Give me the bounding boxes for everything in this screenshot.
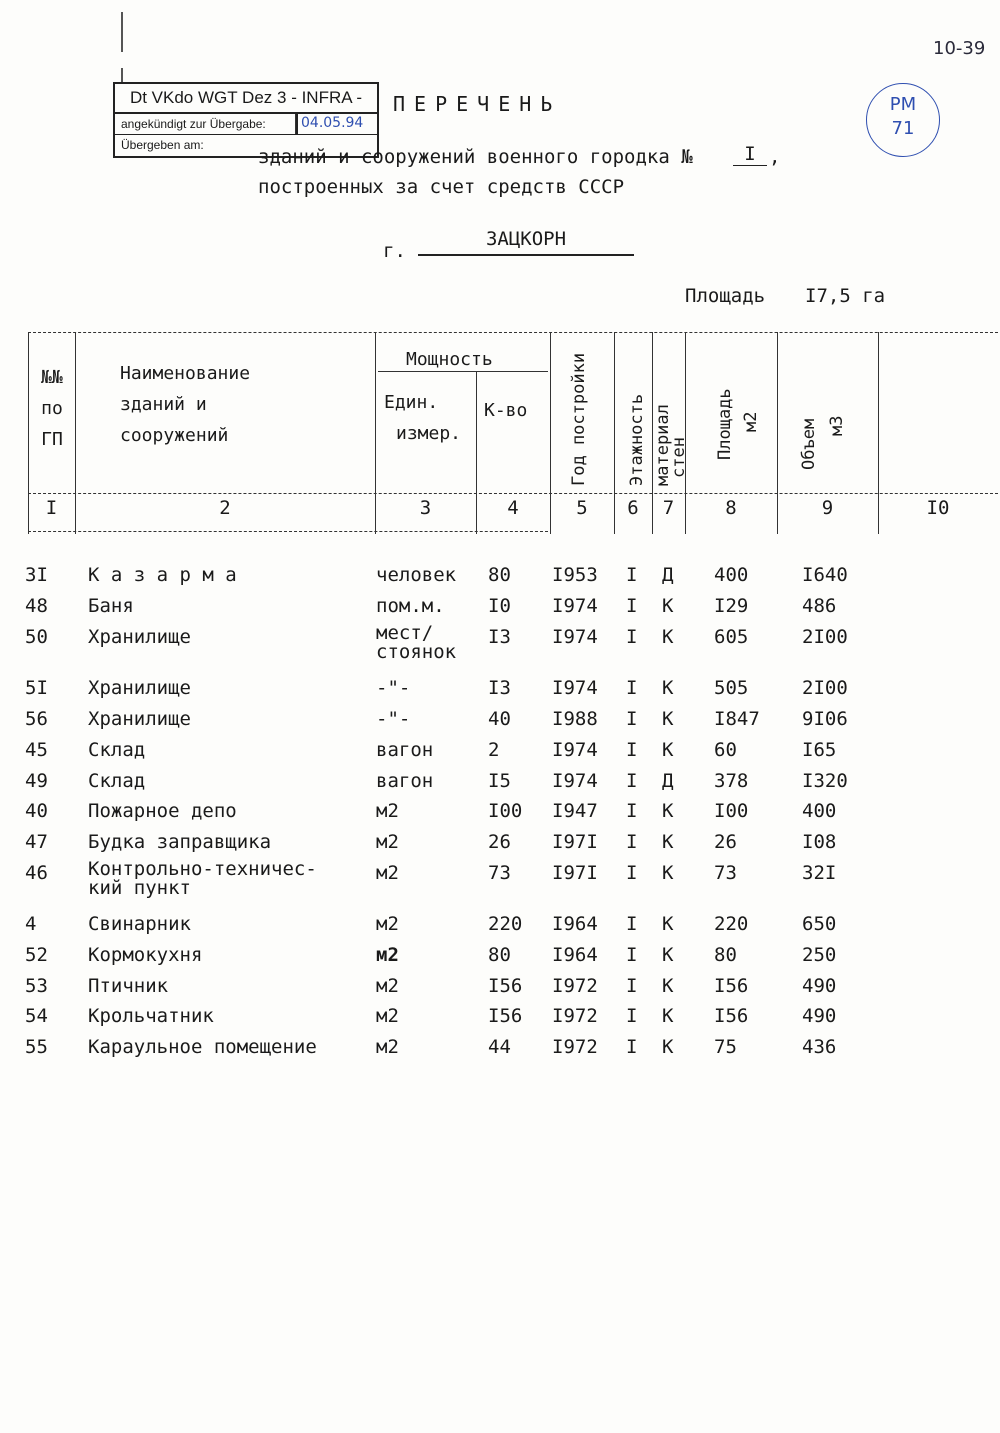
cell-qty: I00 [488, 800, 523, 822]
column-number: 8 [725, 497, 737, 519]
cell-name: Пожарное депо [88, 800, 237, 822]
cell-qty: I3 [488, 626, 511, 648]
header-no-line: по [41, 398, 63, 419]
cell-unit: м2 [376, 1036, 399, 1058]
column-number: 5 [576, 497, 588, 519]
cell-volume: 486 [802, 595, 837, 617]
cell-area: 400 [714, 564, 749, 586]
cell-material: К [662, 708, 674, 730]
cell-qty: 73 [488, 862, 511, 884]
cell-unit: м2 [376, 975, 399, 997]
cell-area: 220 [714, 913, 749, 935]
header-floors: Этажность [627, 393, 647, 486]
cell-qty: I56 [488, 975, 523, 997]
cell-material: К [662, 975, 674, 997]
cell-year: I972 [552, 1005, 598, 1027]
cell-area: 378 [714, 770, 749, 792]
cell-area: I00 [714, 800, 749, 822]
header-volume-line: м3 [827, 415, 847, 436]
city-name: ЗАЦКОРН [418, 228, 634, 256]
cell-unit: мест/ стоянок [376, 622, 457, 663]
cell-unit: м2 [376, 800, 399, 822]
cell-name: Склад [88, 770, 146, 792]
cell-area: I29 [714, 595, 749, 617]
cell-unit: вагон [376, 739, 434, 761]
column-number: 7 [662, 497, 675, 519]
cell-name: Хранилище [88, 708, 191, 730]
cell-year: I953 [552, 564, 598, 586]
cell-material: К [662, 626, 674, 648]
cell-qty: 2 [488, 739, 500, 761]
circled-note-line: 71 [891, 118, 915, 139]
cell-material: К [662, 1005, 674, 1027]
cell-no: 45 [25, 739, 48, 761]
cell-name: Баня [88, 595, 134, 617]
stamp-handed-label: Übergeben am: [121, 138, 204, 152]
column-number: 6 [627, 497, 639, 519]
document-title: ПЕРЕЧЕНЬ [393, 92, 562, 116]
cell-area: 605 [714, 626, 749, 648]
cell-no: 55 [25, 1036, 48, 1058]
cell-name: Будка заправщика [88, 831, 272, 853]
cell-year: I974 [552, 677, 598, 699]
header-area-line: м2 [741, 411, 761, 432]
column-number: I0 [926, 497, 950, 519]
cell-unit: человек [376, 564, 457, 586]
cell-qty: 40 [488, 708, 511, 730]
cell-year: I97I [552, 831, 598, 853]
header-material-line: материал [653, 404, 673, 486]
column-number: I [45, 497, 58, 519]
cell-name: Свинарник [88, 913, 191, 935]
cell-volume: 400 [802, 800, 837, 822]
cell-no: 46 [25, 862, 48, 884]
cell-year: I947 [552, 800, 598, 822]
document-subtitle-line2: построенных за счет средств СССР [258, 176, 625, 198]
cell-qty: 80 [488, 944, 511, 966]
cell-volume: I08 [802, 831, 837, 853]
cell-no: 3I [25, 564, 48, 586]
header-material-line: стен [669, 437, 689, 478]
cell-area: 75 [714, 1036, 737, 1058]
cell-area: I847 [714, 708, 760, 730]
header-qty: К-во [484, 400, 528, 421]
cell-unit: м2 [376, 862, 399, 884]
cell-unit: м2 [376, 831, 399, 853]
header-no-line: №№ [41, 367, 63, 388]
cell-no: 54 [25, 1005, 48, 1027]
header-volume-line: Объем [799, 418, 819, 470]
cell-unit: м2 [376, 913, 399, 935]
cell-floors: I [626, 1036, 638, 1058]
header-year: Год постройки [569, 352, 589, 486]
header-capacity: Мощность [406, 349, 493, 370]
cell-year: I974 [552, 739, 598, 761]
cell-floors: I [626, 595, 638, 617]
subtitle-comma: , [769, 146, 781, 168]
cell-area: 505 [714, 677, 749, 699]
cell-floors: I [626, 564, 638, 586]
city-prefix: г. [383, 240, 406, 262]
cell-volume: 250 [802, 944, 837, 966]
cell-floors: I [626, 708, 638, 730]
header-unit-line: измер. [396, 423, 462, 444]
cell-material: Д [662, 564, 674, 586]
cell-material: К [662, 862, 674, 884]
cell-volume: I65 [802, 739, 837, 761]
cell-no: 52 [25, 944, 48, 966]
area-label: Площадь [685, 285, 766, 307]
cell-year: I974 [552, 595, 598, 617]
cell-year: I97I [552, 862, 598, 884]
cell-year: I974 [552, 770, 598, 792]
cell-area: 26 [714, 831, 737, 853]
cell-material: К [662, 944, 674, 966]
cell-area: 80 [714, 944, 737, 966]
cell-volume: 490 [802, 975, 837, 997]
cell-name: К а з а р м а [88, 564, 237, 586]
cell-name: Птичник [88, 975, 169, 997]
cell-volume: 650 [802, 913, 837, 935]
stamp-announced-label: angekündigt zur Übergabe: [121, 117, 266, 131]
cell-volume: 9I06 [802, 708, 848, 730]
cell-area: 60 [714, 739, 737, 761]
cell-floors: I [626, 913, 638, 935]
cell-floors: I [626, 677, 638, 699]
cell-qty: 26 [488, 831, 511, 853]
cell-area: 73 [714, 862, 737, 884]
cell-year: I974 [552, 626, 598, 648]
cell-unit: м2 [376, 944, 399, 966]
header-name-line: сооружений [120, 425, 229, 446]
cell-unit: вагон [376, 770, 434, 792]
cell-qty: 220 [488, 913, 523, 935]
cell-name: Караульное помещение [88, 1036, 317, 1058]
cell-name: Хранилище [88, 626, 191, 648]
cell-unit: м2 [376, 1005, 399, 1027]
cell-year: I964 [552, 913, 598, 935]
cell-no: 56 [25, 708, 48, 730]
header-unit-line: Един. [384, 392, 439, 413]
cell-area: I56 [714, 1005, 749, 1027]
page-number-note: 10-39 [933, 38, 986, 59]
cell-no: 5I [25, 677, 48, 699]
cell-qty: I0 [488, 595, 511, 617]
cell-area: I56 [714, 975, 749, 997]
header-name-line: зданий и [120, 394, 207, 415]
cell-material: К [662, 677, 674, 699]
column-number: 9 [821, 497, 834, 519]
header-name-line: Наименование [120, 363, 251, 384]
cell-name: Крольчатник [88, 1005, 214, 1027]
cell-floors: I [626, 975, 638, 997]
cell-year: I972 [552, 1036, 598, 1058]
cell-qty: I56 [488, 1005, 523, 1027]
cell-material: К [662, 831, 674, 853]
stamp-office: Dt VKdo WGT Dez 3 - INFRA - [115, 84, 377, 114]
cell-volume: 490 [802, 1005, 837, 1027]
cell-floors: I [626, 831, 638, 853]
cell-material: К [662, 739, 674, 761]
cell-name: Кормокухня [88, 944, 203, 966]
cell-year: I988 [552, 708, 598, 730]
stamp-announced-date: 04.05.94 [301, 115, 364, 131]
cell-qty: 44 [488, 1036, 511, 1058]
cell-floors: I [626, 800, 638, 822]
cell-floors: I [626, 1005, 638, 1027]
cell-volume: 32I [802, 862, 837, 884]
column-number: 4 [507, 497, 519, 519]
area-value: I7,5 га [805, 285, 886, 307]
cell-name: Склад [88, 739, 146, 761]
cell-name: Хранилище [88, 677, 191, 699]
circled-note-line: PM [889, 94, 917, 115]
cell-volume: 2I00 [802, 626, 848, 648]
cell-volume: I320 [802, 770, 848, 792]
header-no-line: ГП [41, 429, 63, 450]
cell-unit: пом.м. [376, 595, 445, 617]
document-subtitle-line1: зданий и сооружений военного городка № [258, 146, 693, 168]
column-number: 2 [219, 497, 231, 519]
cell-material: К [662, 913, 674, 935]
cell-no: 48 [25, 595, 48, 617]
cell-floors: I [626, 626, 638, 648]
cell-qty: 80 [488, 564, 511, 586]
cell-no: 47 [25, 831, 48, 853]
cell-floors: I [626, 770, 638, 792]
cell-material: Д [662, 770, 674, 792]
cell-material: К [662, 800, 674, 822]
cell-no: 53 [25, 975, 48, 997]
cell-unit: -"- [376, 708, 411, 730]
cell-name: Контрольно-техничес- кий пункт [88, 858, 317, 899]
garrison-number: I [733, 143, 767, 166]
cell-volume: 436 [802, 1036, 837, 1058]
cell-volume: 2I00 [802, 677, 848, 699]
cell-no: 50 [25, 626, 48, 648]
cell-no: 49 [25, 770, 48, 792]
cell-no: 40 [25, 800, 48, 822]
cell-year: I972 [552, 975, 598, 997]
cell-year: I964 [552, 944, 598, 966]
cell-qty: I3 [488, 677, 511, 699]
cell-volume: I640 [802, 564, 848, 586]
header-area-line: Площадь [715, 388, 735, 460]
cell-floors: I [626, 944, 638, 966]
cell-no: 4 [25, 913, 37, 935]
cell-material: К [662, 595, 674, 617]
cell-floors: I [626, 739, 638, 761]
cell-unit: -"- [376, 677, 411, 699]
cell-material: К [662, 1036, 674, 1058]
column-number: 3 [419, 497, 432, 519]
cell-floors: I [626, 862, 638, 884]
cell-qty: I5 [488, 770, 511, 792]
